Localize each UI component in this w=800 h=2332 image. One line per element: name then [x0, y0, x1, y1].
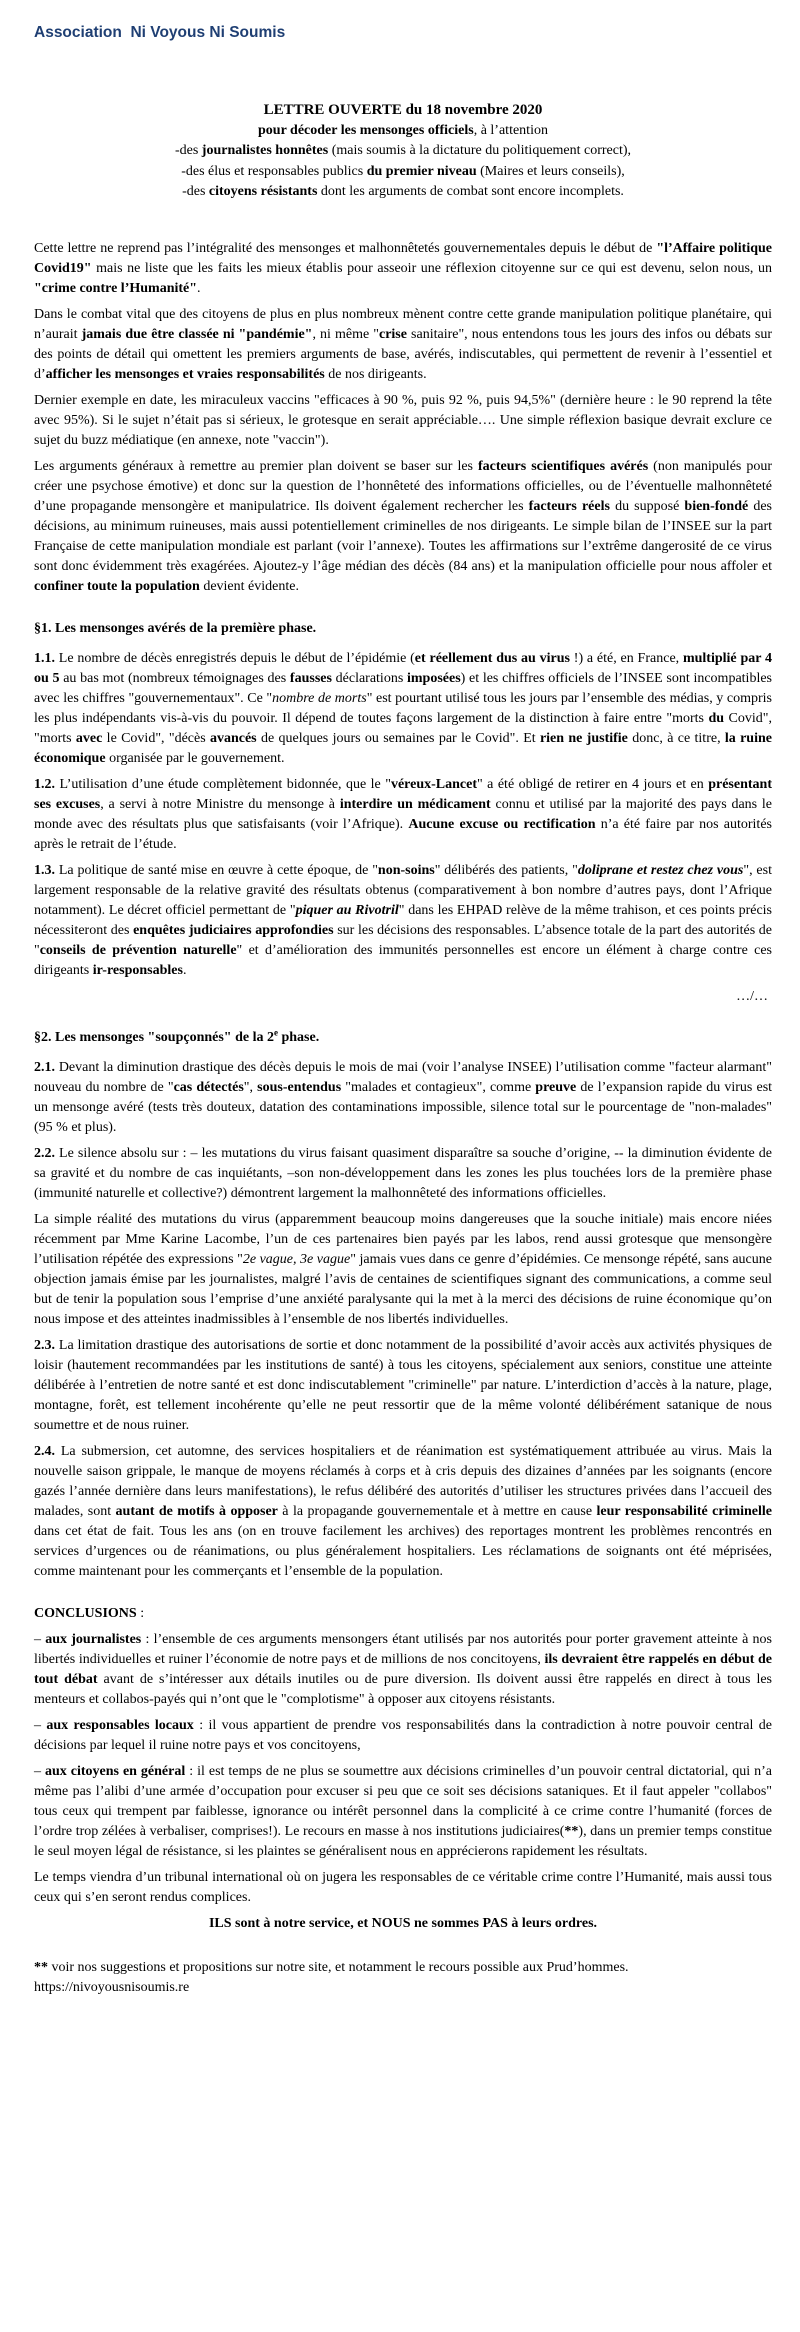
section2-heading-text: §2. Les mensonges "soupçonnés" de la 2e phase.	[34, 1027, 320, 1046]
paragraph	[34, 1058, 772, 1138]
conclusions-title: CONCLUSIONS	[34, 1606, 137, 1622]
text-run: 2.4.	[34, 1444, 55, 1460]
text-run: , ni même "	[312, 326, 379, 342]
text-run: facteurs réels	[528, 498, 610, 514]
text-run: (non manipulés pour créer une psychose émotive) et donc sur la question de l’honnêteté des informations officielles, ou de l’éventuelle malhonnêteté d’une propagande mensongère et manipulatrice. Ils doivent également rechercher les	[34, 458, 773, 514]
text-run: à la propagande gouvernementale et à mettre en cause	[277, 1504, 597, 1520]
text-run: au bas mot (nombreux témoignages des	[59, 670, 290, 686]
intro-section	[34, 239, 772, 597]
text-run: doliprane et restez chez vous	[577, 862, 744, 878]
text-run: : il vous appartient de prendre vos responsabilités dans la contradiction à notre pouvoir central de décisions par lequel il ruine notre pays et vos concitoyens,	[34, 1718, 773, 1754]
letter-title: LETTRE OUVERTE du 18 novembre 2020	[263, 102, 543, 118]
paragraph	[34, 1868, 772, 1908]
text-run: La politique de santé mise en œuvre à cette époque, de "	[55, 862, 378, 878]
text-run: " et d’amélioration des immunités personnelles est encore un élément à charge contre ces dirigeants	[34, 942, 772, 978]
text-run: avant de s’intéresser aux détails inutiles ou de pure diversion. Ils doivent aussi être rappelés en direct à tous les menteurs et collabos-payés qui n’ont que le "complotisme" à opposer aux citoyens résistants.	[34, 1672, 772, 1708]
text-run: –	[34, 1764, 45, 1780]
text-run: multiplié par 4 ou 5	[34, 650, 772, 686]
text-run: afficher les mensonges et vraies responsabilités	[45, 366, 325, 382]
section2-heading	[34, 1023, 772, 1049]
text-run: sanitaire", nous entendons tous les jours des infos ou débats sur des points de détail qui omettent les premiers arguments de base, avérés, indiscutables, qui permettent de revenir à l’essentiel et d’	[34, 326, 773, 382]
text-run: connu et utilisé par la majorité des pays dans le monde avec des résultats plus que satisfaisants (voir l’Afrique).	[34, 796, 773, 832]
text-run: jamais due être classée ni "pandémie"	[81, 326, 313, 342]
text-run: conseils de prévention naturelle	[39, 942, 237, 958]
text-run: Le nombre de décès enregistrés depuis le début de l’épidémie (	[55, 650, 415, 666]
text-run: aux journalistes	[45, 1632, 142, 1648]
text-run: déclarations	[331, 670, 407, 686]
text-run: "l’Affaire politique Covid19"	[34, 240, 772, 276]
text-run: –	[34, 1632, 46, 1648]
footer-link-row	[34, 1978, 772, 1998]
text-run: nombre de morts	[272, 690, 367, 706]
paragraph	[34, 649, 772, 769]
footnote-marker: **	[34, 1960, 48, 1976]
text-run: présentant ses excuses	[34, 776, 772, 812]
recipient-citoyens	[34, 182, 772, 203]
text-run: " est pourtant utilisé tous les jours par l’ensemble des médias, y compris les plus indépendants vis-à-vis du pouvoir. Il dépend de toutes façons largement de la distinction à faire entre "morts	[34, 690, 773, 726]
conclusions-body	[34, 1630, 772, 1908]
letter-body	[34, 239, 772, 1999]
paragraph	[34, 305, 772, 385]
text-run: non-soins	[377, 862, 435, 878]
text-run: ",	[243, 1080, 258, 1096]
letter-subtitle	[34, 121, 772, 142]
recipient-text: dont les arguments de combat sont encore incomplets.	[317, 184, 624, 199]
text-run: rien ne justifie	[539, 730, 628, 746]
recipient-text: (Maires et leurs conseils),	[476, 163, 625, 179]
text-run: des décisions, au minimum ruineuses, mais aussi potentiellement criminelles de nos dirigeants. Le simple bilan de l’INSEE sur la part Française de cette manipulation mondiale est parlant (voir l’annexe). Toutes les affirmations sur l’extrême dangerosité de ce virus sont donc évidemment très exagérées. Ajoutez-y l’âge médian des décès (84 ans) et la manipulation officielle pour nous affoler et	[34, 498, 772, 574]
recipient-bold: journalistes honnêtes	[201, 143, 329, 158]
text-run: du	[708, 710, 725, 726]
paragraph	[34, 861, 772, 981]
section1-heading: §1. Les mensonges avérés de la première phase.	[34, 620, 317, 636]
text-run: ir-responsables	[92, 962, 183, 978]
text-run: 2.1.	[34, 1060, 55, 1076]
section1-body	[34, 649, 772, 981]
text-run: –	[34, 1718, 47, 1734]
text-run: Cette lettre ne reprend pas l’intégralité des mensonges et malhonnêtetés gouvernementales depuis le début de	[34, 240, 657, 256]
text-run: organisée par le gouvernement.	[105, 750, 285, 766]
text-run: " jamais vues dans ce genre d’épidémies. Ce mensonge répété, sans aucune objection jamais émise par les journalistes, malgré l’avis de centaines de scientifiques signant des communications, a comme seul but de tenir la population sous l’emprise d’une anxiété paralysante qui la met à la merci des décisions de ruine économique qu’on nous impose et des atteintes inadmissibles à l’ensemble de nos libertés individuelles.	[34, 1252, 772, 1328]
text-run: Dans le combat vital que des citoyens de plus en plus nombreux mènent contre cette grande manipulation politique planétaire, qui n’aurait	[34, 306, 772, 342]
paragraph	[34, 1762, 772, 1862]
text-run: ils devraient être rappelés en début de tout débat	[34, 1652, 773, 1688]
text-run: **	[564, 1824, 579, 1840]
text-run: et réellement dus au virus	[414, 650, 570, 666]
text-run: 2.3.	[34, 1338, 55, 1354]
text-run: 1.3.	[34, 862, 55, 878]
paragraph	[34, 457, 772, 597]
subtitle-rest: , à l’attention	[473, 122, 548, 138]
text-run: ), dans un premier temps constitue le seul moyen légal de résistance, si les plaintes se généralisent nous en apprécierons rapidement les résultats.	[34, 1824, 772, 1860]
text-run: 1.1.	[34, 650, 55, 666]
text-run: facteurs scientifiques avérés	[478, 458, 649, 474]
text-run: autant de motifs à opposer	[115, 1504, 278, 1520]
text-run: leur responsabilité criminelle	[596, 1504, 772, 1520]
text-run: 2e vague, 3e vague	[242, 1252, 351, 1268]
text-run: imposées	[406, 670, 461, 686]
conclusions-heading	[34, 1604, 772, 1624]
letter-header	[34, 100, 772, 203]
paragraph	[34, 1144, 772, 1204]
recipient-text: -des	[182, 184, 209, 199]
text-run: avec	[75, 730, 103, 746]
conclusions-suffix: :	[136, 1606, 145, 1622]
text-run: de l’expansion rapide du virus est un mensonge avéré (tests très douteux, datation des contaminations impossible, silence total sur le pourcentage de "non-malades" (95 % et plus).	[34, 1080, 773, 1136]
text-run: donc, à ce titre,	[627, 730, 725, 746]
text-run: du supposé	[609, 498, 685, 514]
text-run: ) et les chiffres officiels de l’INSEE sont incompatibles avec les chiffres "gouvernementaux". Ce "	[34, 670, 772, 706]
text-run: sous-entendus	[257, 1080, 342, 1096]
recipient-bold: citoyens résistants	[208, 184, 318, 199]
text-run: "crime contre l’Humanité"	[34, 280, 198, 296]
website-link[interactable]: https://nivoyousnisoumis.re	[34, 1980, 190, 1996]
text-run: Les arguments généraux à remettre au premier plan doivent se baser sur les	[34, 458, 478, 474]
text-run: aux responsables locaux	[46, 1718, 194, 1734]
paragraph	[34, 239, 772, 299]
text-run: Le silence absolu sur : – les mutations du virus faisant quasiment disparaître sa souche d’origine, -- la diminution évidente de sa gravité et du nombre de cas inquiétants, –son non-développement dans les zones les plus touchées lors de la première phase (immunité naturelle et collective?) démontrent largement la malhonnêteté des informations officielles.	[34, 1146, 772, 1202]
text-run: mais ne liste que les faits les mieux établis pour asseoir une réflexion citoyenne sur ce qui est devenu, selon nous, un	[91, 260, 772, 276]
text-run: avancés	[209, 730, 257, 746]
text-run: devient évidente.	[199, 578, 299, 594]
text-run: La limitation drastique des autorisations de sortie et donc notamment de la possibilité d’avoir accès aux activités physiques de loisir (hautement recommandées par les institutions de santé) à tous les citoyens, spécialement aux seniors, constitue une atteinte délibérée à l’entretien de notre santé et est donc indiscutablement "criminelle" par nature. L’interdiction d’accès à la nature, plage, montagne, forêt, est tellement incohérente qu’elle ne peut ressortir que de la même volonté délibérément satanique de nous soumettre et de nous ruiner.	[34, 1338, 772, 1434]
text-run: : il est temps de ne plus se soumettre aux décisions criminelles d’un pouvoir central dictatorial, qui n’a même pas l’alibi d’une armée d’occupation pour excuser si peu que ce soit ses décisions sataniques. Et il faut appeler "collabos" tous ceux qui trempent par faiblesse, ignorance ou intérêt personnel dans la complicité à ce crime contre l’humanité (forces de l’ordre trop zélées à verbaliser, comprises!). Le recours en masse à nos institutions judiciaires(	[34, 1764, 772, 1840]
continued-marker: …/…	[736, 988, 768, 1004]
recipient-text: -des élus et responsables publics	[181, 163, 367, 179]
text-run: L’utilisation d’une étude complètement bidonnée, que le "	[55, 776, 391, 792]
text-run: le Covid", "décès	[102, 730, 210, 746]
text-run: , a servi à notre Ministre du mensonge à	[100, 796, 340, 812]
paragraph	[34, 775, 772, 855]
recipient-bold: du premier niveau	[366, 163, 477, 179]
text-run: " dans les EHPAD relève de la même trahison, et ces points précis nécessiteront des	[34, 902, 772, 938]
recipient-text: -des	[174, 143, 202, 158]
text-run: " a été obligé de retirer en 4 jours et en	[477, 776, 709, 792]
text-run: fausses	[289, 670, 332, 686]
recipient-elus	[34, 162, 772, 183]
text-run: "malades et contagieux", comme	[341, 1080, 536, 1096]
footer-note	[34, 1958, 772, 1978]
text-run: bien-fondé	[684, 498, 749, 514]
text-run: dans cet état de fait. Tous les ans (on en trouve facilement les archives) des reportages montrent les problèmes rencontrés en services d’urgences ou de réanimations, ou plus généralement hospitaliers. Les réclamations de soignants ont été méprisées, comme maintenant pour les commerçants et l’ensemble de la population.	[34, 1524, 772, 1580]
text-run: sur les décisions des responsables. L’absence totale de la part des autorités de "	[34, 922, 773, 958]
text-run: la ruine économique	[34, 730, 772, 766]
section2-body	[34, 1058, 772, 1582]
paragraph	[34, 1442, 772, 1582]
recipient-text: (mais soumis à la dictature du politiquement correct),	[328, 143, 632, 158]
text-run: La submersion, cet automne, des services hospitaliers et de réanimation est systématiquement attribuée au virus. Mais la nouvelle saison grippale, le manque de moyens réclamés à corps et à cris depuis des dizaines d’années par les soignants (encore gazés l’année dernière dans leurs manifestations), le refus délibéré des autorités d’utiliser les structures privées dans l’accueil des malades, sont	[34, 1444, 772, 1520]
text-run: Dernier exemple en date, les miraculeux vaccins "efficaces à 90 %, puis 92 %, puis 94,5%" (dernière heure : le 90 reprend la tête avec 95%). Si le sujet n’était pas si sérieux, le grotesque en serait appréciable…. Une simple réflexion basique devrait exclure ce sujet du buzz médiatique (en annexe, note "vaccin").	[34, 392, 772, 448]
text-run: .	[197, 280, 201, 296]
paragraph	[34, 391, 772, 451]
text-run: de quelques jours ou semaines par le Covid". Et	[256, 730, 540, 746]
text-run: Covid", "morts	[34, 710, 772, 746]
subtitle-bold: pour décoder les mensonges officiels	[258, 122, 474, 138]
text-run: La simple réalité des mutations du virus (apparemment beaucoup moins dangereuses que la souche initiale) mais encore niées récemment par Mme Karine Lacombe, l’un de ces partenaires bien payés par les labos, rend aussi grotesque que mensongère l’utilisation répétée des expressions "	[34, 1212, 772, 1268]
text-run: piquer au Rivotril	[295, 902, 399, 918]
text-run: interdire un médicament	[339, 796, 491, 812]
footnote-text: voir nos suggestions et propositions sur notre site, et notamment le recours possible aux Prud’hommes.	[48, 1960, 629, 1976]
closing-statement: ILS sont à notre service, et NOUS ne sommes PAS à leurs ordres.	[208, 1916, 598, 1932]
association-name: Association Ni Voyous Ni Soumis	[34, 24, 286, 41]
text-run: .	[182, 962, 187, 978]
text-run: confiner toute la population	[34, 578, 200, 594]
text-run: 2.2.	[34, 1146, 55, 1162]
text-run: preuve	[535, 1080, 577, 1096]
paragraph	[34, 1630, 772, 1710]
paragraph	[34, 1716, 772, 1756]
text-run: : l’ensemble de ces arguments mensongers étant utilisés par nos autorités pour porter gravement atteinte à nos libertés individuelles et ruiner l’économie de notre pays et de millions de nos concitoyens,	[34, 1632, 772, 1668]
text-run: !) a été, en France,	[569, 650, 683, 666]
text-run: " délibérés des patients, "	[434, 862, 578, 878]
text-run: véreux-Lancet	[390, 776, 477, 792]
text-run: ", est largement responsable de la relative gravité des résultats obtenus (comparativement à bon nombre d’autres pays, dont l’Afrique notamment). Le décret officiel permettant de "	[34, 862, 772, 918]
text-run: enquêtes judiciaires approfondies	[133, 922, 334, 938]
text-run: Le temps viendra d’un tribunal international où on jugera les responsables de ce véritable crime contre l’Humanité, mais aussi tous ceux qui s’en seront rendus complices.	[34, 1870, 772, 1906]
text-run: cas détectés	[173, 1080, 244, 1096]
text-run: n’a été faire par nos autorités après le retrait de l’étude.	[34, 816, 772, 852]
text-run: Aucune excuse ou rectification	[408, 816, 596, 832]
text-run: crise	[378, 326, 407, 342]
text-run: aux citoyens en général	[44, 1764, 186, 1780]
paragraph	[34, 1336, 772, 1436]
text-run: Devant la diminution drastique des décès depuis le mois de mai (voir l’analyse INSEE) l’utilisation comme "facteur alarmant" nouveau du nombre de "	[34, 1060, 772, 1096]
recipient-journalists	[34, 141, 772, 162]
paragraph	[34, 1210, 772, 1330]
text-run: 1.2.	[34, 776, 55, 792]
text-run: de nos dirigeants.	[324, 366, 427, 382]
